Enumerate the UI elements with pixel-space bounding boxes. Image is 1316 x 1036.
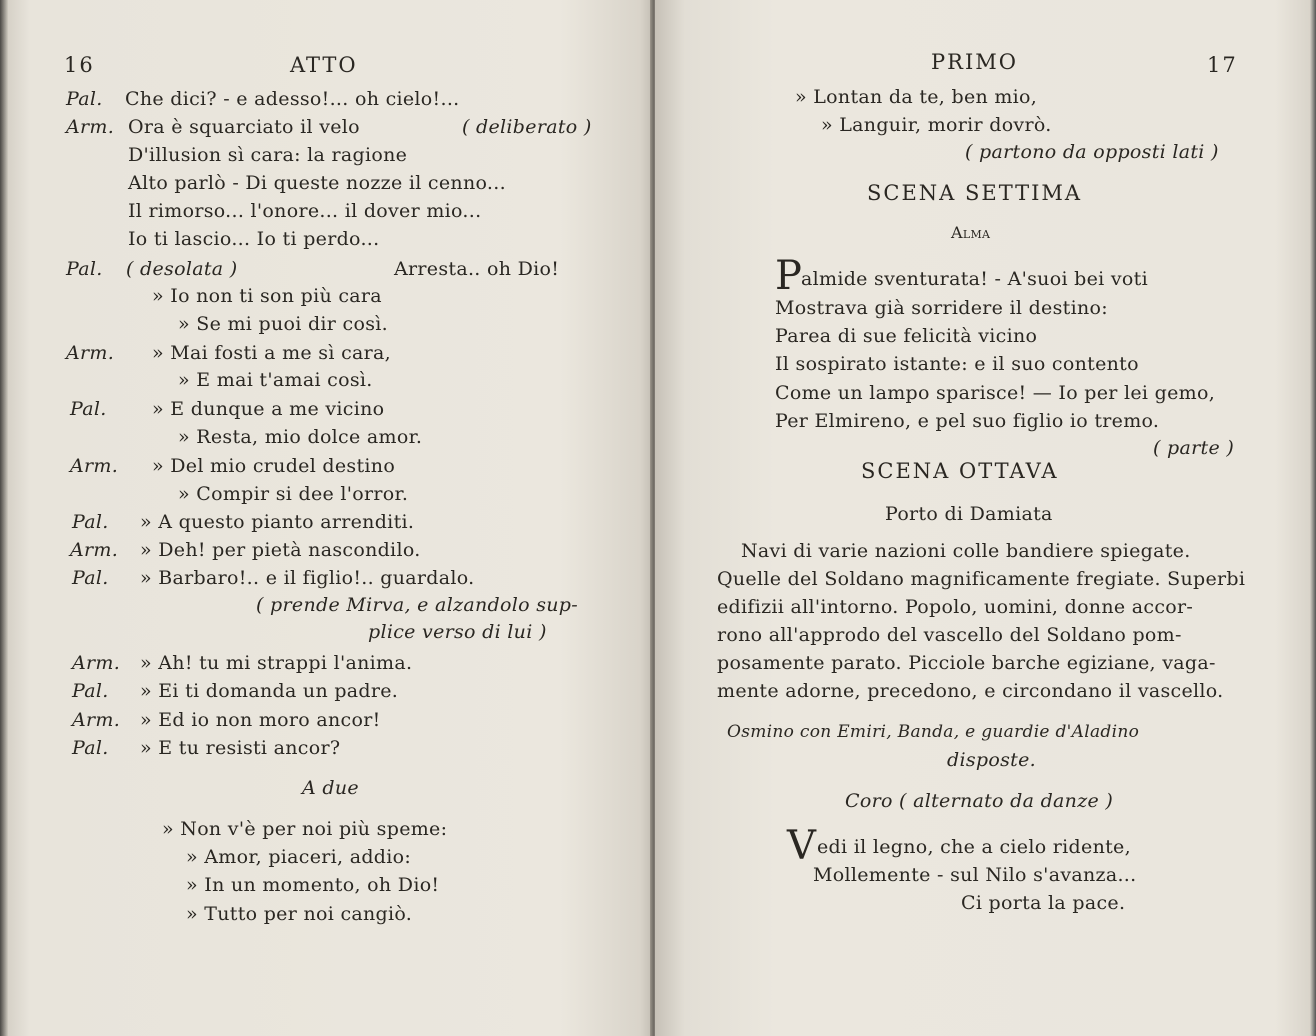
verse-line: » Lontan da te, ben mio, [795,86,1038,108]
verse-line: Mollemente - sul Nilo s'avanza... [813,864,1137,886]
duet-line: » Tutto per noi cangiò. [186,903,413,925]
scene-title: SCENA OTTAVA [861,459,1059,483]
right-page [655,0,1316,1036]
verse-line: » A questo pianto arrenditi. [140,511,415,533]
speaker: Pal. [66,258,103,280]
verse-line: » Compir si dee l'orror. [178,483,409,505]
speaker: Pal. [70,398,107,420]
verse-line: » Io non ti son più cara [152,285,382,307]
verse-line: D'illusion sì cara: la ragione [128,144,408,166]
verse-line: Parea di sue felicità vicino [775,325,1038,347]
running-head-left: ATTO [290,53,358,77]
stage-direction: ( partono da opposti lati ) [965,141,1219,163]
speaker: Pal. [72,567,109,589]
verse-line: Alto parlò - Di queste nozze il cenno... [128,172,506,194]
speaker: Arm. [72,652,121,674]
scene-title: SCENA SETTIMA [867,181,1083,205]
page-number-left: 16 [64,53,95,77]
verse-line: » Resta, mio dolce amor. [178,426,423,448]
verse-line: » Ei ti domanda un padre. [140,680,399,702]
speaker: Arm. [72,709,121,731]
description-line: posamente parato. Picciole barche egiziane, vaga- [717,652,1216,674]
page-number-right: 17 [1207,53,1238,77]
verse-line: » E mai t'amai così. [178,369,373,391]
verse-line: edi il legno, che a cielo ridente, [817,836,1131,858]
drop-cap: V [787,823,816,869]
verse-line: Che dici? - e adesso!... oh cielo!... [125,88,460,110]
speaker: Arm. [70,539,119,561]
verse-line: » Deh! per pietà nascondilo. [140,539,421,561]
verse-line: » Del mio crudel destino [152,455,396,477]
speaker: Arm. [70,455,119,477]
verse-line: Per Elmireno, e pel suo figlio io tremo. [775,410,1160,432]
stage-direction: plice verso di lui ) [368,621,547,643]
verse-line: » Mai fosti a me sì cara, [152,342,391,364]
coro-heading: Coro ( alternato da danze ) [845,790,1114,812]
drop-cap: P [775,253,802,299]
character-list: disposte. [947,749,1036,771]
description-line: Navi di varie nazioni colle bandiere spiegate. [741,540,1191,562]
verse-line: Ora è squarciato il velo [128,116,360,138]
verse-line: Il rimorso... l'onore... il dover mio... [128,200,482,222]
verse-line: Come un lampo sparisce! — Io per lei gemo, [775,382,1216,404]
place-heading: Porto di Damiata [885,503,1053,525]
description-line: mente adorne, precedono, e circondano il vascello. [717,680,1224,702]
description-line: Quelle del Soldano magnificamente fregiate. Superbi [717,568,1246,590]
verse-line: » E tu resisti ancor? [140,737,341,759]
verse-line: Mostrava già sorridere il destino: [775,297,1108,319]
verse-line: » Barbaro!.. e il figlio!.. guardalo. [140,567,475,589]
speaker: Arm. [66,342,115,364]
verse-line: Io ti lascio... Io ti perdo... [128,228,380,250]
left-page [0,0,652,1036]
speaker: Pal. [72,511,109,533]
speaker: Pal. [72,737,109,759]
verse-line: » Ah! tu mi strappi l'anima. [140,652,413,674]
description-line: rono all'approdo del vascello del Soldano pom- [717,624,1182,646]
verse-line: Il sospirato istante: e il suo contento [775,353,1139,375]
stage-direction: ( deliberato ) [462,116,592,138]
duet-line: » Amor, piaceri, addio: [186,846,412,868]
stage-direction: ( desolata ) [126,258,238,280]
verse-line: » Se mi puoi dir così. [178,313,388,335]
verse-line: Ci porta la pace. [961,892,1126,914]
a-due-heading: A due [302,777,359,799]
book-edge-left [0,0,8,1036]
verse-line: almide sventurata! - A'suoi bei voti [801,268,1148,290]
verse-line: » Ed io non moro ancor! [140,709,381,731]
duet-line: » In un momento, oh Dio! [186,874,440,896]
speaker: Arm. [66,116,115,138]
character-name: Alma [951,223,991,242]
speaker: Pal. [72,680,109,702]
running-head-right: PRIMO [931,50,1018,74]
verse-line: » E dunque a me vicino [152,398,385,420]
stage-direction: ( parte ) [1153,437,1235,459]
verse-line: Arresta.. oh Dio! [394,258,560,280]
duet-line: » Non v'è per noi più speme: [162,818,448,840]
speaker: Pal. [66,88,103,110]
stage-direction: ( prende Mirva, e alzandolo sup- [256,594,578,616]
description-line: edifizii all'intorno. Popolo, uomini, donne accor- [717,596,1194,618]
verse-line: » Languir, morir dovrò. [821,114,1052,136]
character-list: Osmino con Emiri, Banda, e guardie d'Aladino [727,722,1140,742]
book-edge-right [1310,0,1316,1036]
